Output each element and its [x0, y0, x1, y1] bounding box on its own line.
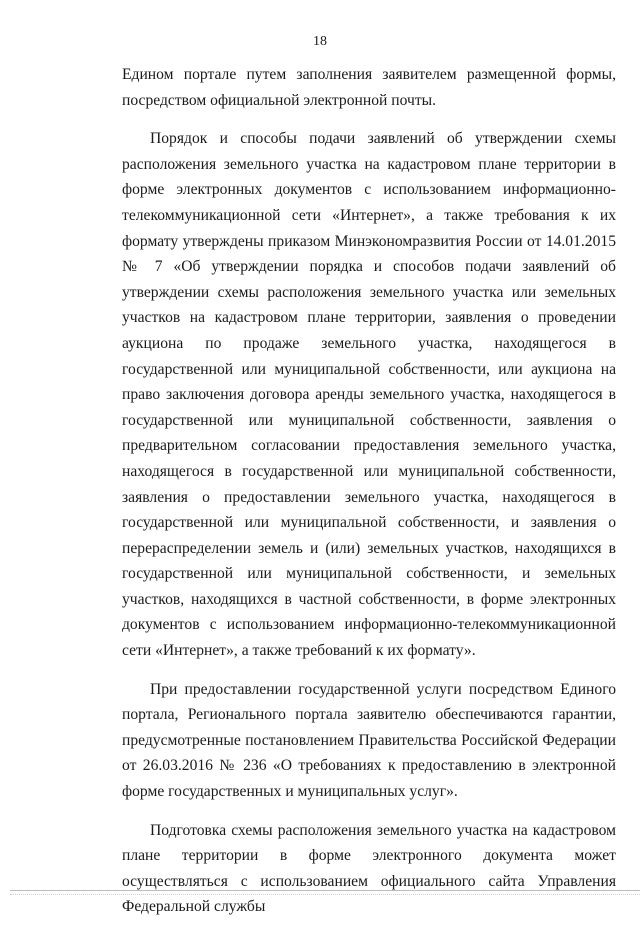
- paragraph-submission-procedure: Порядок и способы подачи заявлений об утверждении схемы расположения земельного участка на кадастровом плане территории в форме электронных документов с использованием информационно-телекоммуникационной сети «Интернет», а также требования к их формату утверждены приказом Минэкономразвития России от 14.01.2015 № 7 «Об утверждении порядка и способов подачи заявлений об утверждении схемы расположения земельного участка или земельных участков на кадастровом плане территории, заявления о проведении аукциона по продаже земельного участка, находящегося в государственной или муниципальной собственности, или аукциона на право заключения договора аренды земельного участка, находящегося в государственной или муниципальной собственности, заявления о предварительном согласовании предоставления земельного участка, находящегося в государственной или муниципальной собственности, заявления о предоставлении земельного участка, находящегося в государственной или муниципальной собственности, и заявления о перераспределении земель и (или) земельных участков, находящихся в государственной или муниципальной собственности, и земельных участков, находящихся в частной собственности, в форме электронных документов с использованием информационно-телекоммуникационной сети «Интернет», а также требований к их формату».: [122, 130, 616, 660]
- paragraph-continuation: Едином портале путем заполнения заявителем размещенной формы, посредством официальной электронной почты.: [122, 66, 616, 109]
- footer-rule-dotted: [10, 894, 640, 895]
- footer-rule: [10, 890, 640, 891]
- page-number: 18: [313, 34, 327, 49]
- document-body: [122, 62, 616, 933]
- paragraph-scheme-preparation: Подготовка схемы расположения земельного участка на кадастровом плане территории в форме электронного документа может осуществляться с использованием официального сайта Управления Федеральной службы: [122, 821, 616, 916]
- paragraph-guarantees: При предоставлении государственной услуги посредством Единого портала, Регионального портала заявителю обеспечиваются гарантии, предусмотренные постановлением Правительства Российской Федерации от 26.03.2016 № 236 «О требованиях к предоставлению в электронной форме государственных и муниципальных услуг».: [122, 680, 616, 801]
